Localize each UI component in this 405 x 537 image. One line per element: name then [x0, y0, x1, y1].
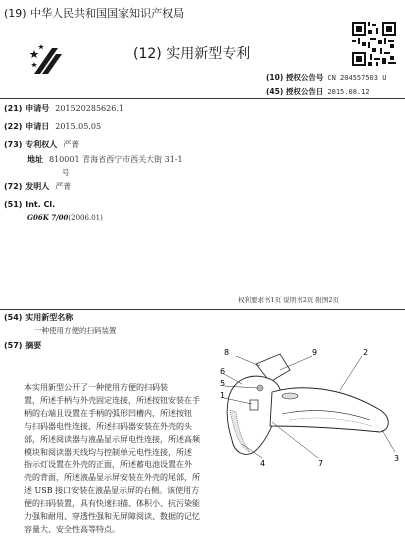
publication-date-row: [266, 88, 370, 96]
figure-callout-label: 7: [318, 459, 324, 468]
ipc-code: G06K 7/00: [27, 213, 69, 222]
application-number: 201520285626.1: [55, 104, 124, 113]
utility-model-title-label: (54) 实用新型名称: [4, 313, 74, 322]
figure-callout-label: 6: [220, 367, 226, 376]
abstract-line: 本实用新型公开了一种使用方便的扫码装: [24, 383, 168, 392]
filing-date: 2015.05.05: [55, 122, 102, 131]
abstract-line: 置，所述手柄与外壳固定连接，所述按钮安装在手: [24, 395, 200, 405]
inventor-row: [4, 183, 71, 191]
figure-callout-label: 2: [363, 348, 369, 357]
abstract-label: (57) 摘要: [4, 341, 42, 350]
document-type-title: (12) 实用新型专利: [133, 46, 251, 62]
publication-number: CN 204557503 U: [327, 74, 387, 82]
scanner-device-figure: [220, 340, 405, 475]
qr-code-icon: [352, 22, 396, 66]
inventor: 严菁: [55, 182, 72, 191]
publication-date: 2015.08.12: [327, 88, 370, 96]
application-number-row: [4, 105, 124, 113]
inventor-label: (72) 发明人: [4, 182, 50, 191]
figure-callout-label: 4: [260, 459, 266, 468]
abstract-line: 容量大、安全性高等特点。: [24, 524, 120, 534]
publication-number-label: (10) 授权公告号: [266, 73, 324, 82]
figure-callout-label: 9: [312, 348, 318, 357]
header-rule: [0, 98, 405, 99]
intcl-row: [4, 201, 55, 209]
abstract-line: 指示灯设置在外壳的正面，所述蓄电池设置在外: [24, 460, 192, 470]
abstract-line: 柄的右端且设置在手柄的弧形凹槽内，所述按钮: [24, 408, 192, 418]
address-line-2: 号: [62, 168, 70, 177]
application-number-label: (21) 申请号: [4, 104, 50, 113]
abstract-line: 述 USB 接口安装在液晶显示屏的右侧。该使用方: [24, 486, 200, 496]
address-line-1: 810001 青海省西宁市西关大街 31-1: [49, 155, 183, 164]
abstract-line: 壳的背面，所述液晶显示屏安装在外壳的尾部，所: [24, 473, 200, 483]
patentee-label: (73) 专利权人: [4, 140, 58, 149]
abstract-line: 模块和阅读器天线均与控制单元电性连接，所述: [24, 447, 192, 457]
filing-date-row: [4, 123, 101, 131]
intcl-label: (51) Int. Cl.: [4, 200, 56, 209]
address-label: 地址: [27, 155, 43, 164]
country-office-header: (19) 中华人民共和国国家知识产权局: [4, 7, 185, 20]
publication-number-row: [266, 74, 386, 82]
address-row: [27, 156, 183, 164]
filing-date-label: (22) 申请日: [4, 122, 50, 131]
patentee-row: [4, 141, 79, 149]
figure-callout-label: 5: [220, 379, 226, 388]
utility-model-title: 一种使用方便的扫码装置: [34, 326, 117, 335]
abstract-rule: [0, 309, 405, 310]
figure-callout-label: 1: [220, 391, 226, 400]
address-line-2-row: [62, 169, 70, 177]
patentee: 严菁: [63, 140, 80, 149]
abstract-line: 力强和耐用、穿透性强和无屏障阅读、数据的记忆: [24, 512, 200, 522]
ipc-date: (2006.01): [68, 214, 103, 222]
publication-date-label: (45) 授权公告日: [266, 87, 324, 96]
cnipa-logo-icon: [28, 40, 68, 80]
abstract-line: 部，所述阅读器与液晶显示屏电性连接，所述高频: [24, 434, 200, 444]
abstract-text: [24, 382, 229, 537]
abstract-line: 与扫码器电性连接，所述扫码器安装在外壳的头: [24, 421, 192, 431]
figure-callout-label: 3: [394, 454, 400, 463]
abstract-line: 便的扫码装置，具有快速扫描、体积小、抗污染能: [24, 499, 200, 509]
page-count-note: 权利要求书1页 说明书2页 附图2页: [238, 296, 340, 304]
ipc-classification: [27, 214, 103, 222]
figure-callout-label: 8: [224, 348, 230, 357]
